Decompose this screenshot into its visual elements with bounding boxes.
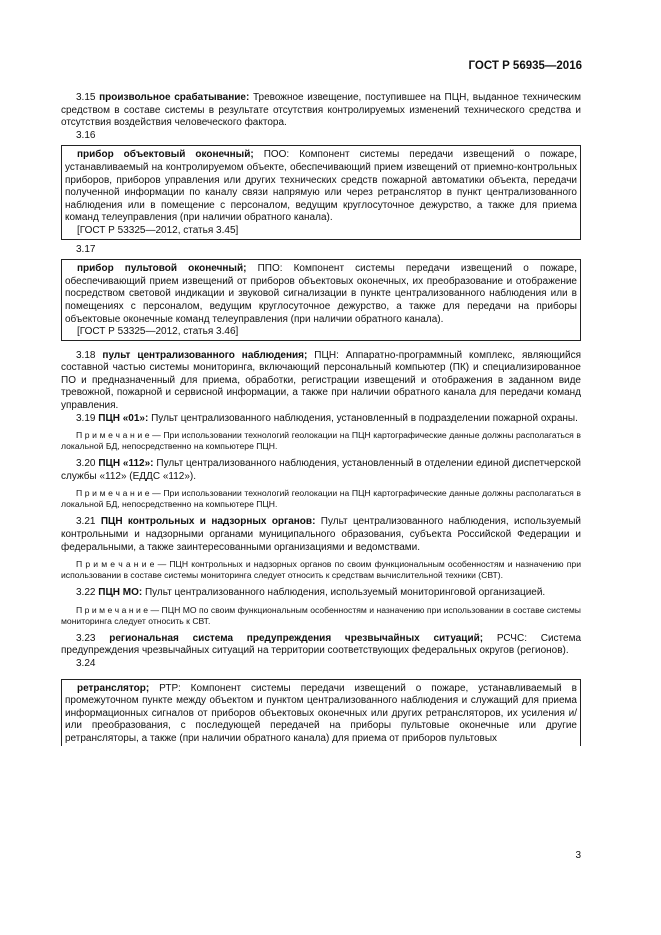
term-name: ПЦН контрольных и надзорных органов: bbox=[100, 516, 316, 528]
term-number-3-17: 3.17 bbox=[76, 243, 96, 255]
term-name: региональная система предупреждения чрезвычайных ситуаций; bbox=[109, 632, 484, 644]
term-definition: ПОО: Компонент системы передачи извещений о пожаре, устанавливаемый на контролируемом объекте, обеспечивающий прием извещений от приемно-контрольных приборов, приборов управления или других технических средств пожарной автоматики объекта, передачи полученной информации по каналу связи напрямую или через ретранслятор в пункт централизованного наблюдения или в помещение с персоналом, ведущим круглосуточное дежурство, а также для приема команд телеуправления (при наличии обратного канала). bbox=[65, 149, 577, 224]
document-header: ГОСТ Р 56935—2016 bbox=[468, 60, 582, 72]
term-box-3-16 bbox=[61, 145, 581, 239]
note-text: — При использовании технологий геолокации на ПЦН картографические данные должны располагаться в локальной БД, непосредственно на компьютере ПЦН. bbox=[61, 430, 581, 452]
term-number: 3.22 bbox=[76, 587, 96, 599]
term-number: 3.15 bbox=[76, 92, 96, 103]
note-label: П р и м е ч а н и е bbox=[76, 604, 149, 615]
note-text: — ПЦН МО по своим функциональным особенностям и назначению при использовании в составе системы мониторинга следует относить к СВТ. bbox=[61, 604, 581, 626]
term-name: произвольное срабатывание: bbox=[99, 92, 250, 103]
note-3-21 bbox=[61, 559, 581, 581]
term-3-23 bbox=[61, 633, 581, 658]
term-3-17 bbox=[65, 263, 577, 326]
term-name: ПЦН МО: bbox=[98, 587, 143, 599]
term-number-3-16: 3.16 bbox=[76, 129, 96, 141]
term-3-24 bbox=[65, 683, 577, 746]
term-name: ПЦН «112»: bbox=[98, 458, 154, 470]
term-name: ПЦН «01»: bbox=[98, 412, 149, 424]
note-label: П р и м е ч а н и е bbox=[76, 559, 155, 570]
term-number: 3.20 bbox=[76, 458, 96, 470]
page-number: 3 bbox=[575, 850, 581, 861]
term-definition: Пульт централизованного наблюдения, используемый контрольными и надзорными органами муниципального образования, субъекта Российской Федерации и федеральными, а также заинтересованными организациями и ведомствами. bbox=[61, 516, 582, 553]
term-3-15 bbox=[61, 92, 581, 130]
term-box-3-24 bbox=[61, 679, 581, 746]
term-name: ретранслятор; bbox=[77, 682, 150, 694]
term-name: пульт централизованного наблюдения; bbox=[102, 349, 308, 361]
term-3-16 bbox=[65, 149, 577, 225]
term-definition: ПЦН: Аппаратно-программный комплекс, являющийся составной частью системы мониторинга, включающий персональный компьютер (ПК) и специализированное ПО и предназначенный для приема, обработки, регистрации извещений и отображения в заданном виде тревожной, пожарной и сервисной информации, а также при наличии обратного канала для передачи команд управления. bbox=[61, 349, 582, 412]
note-3-19 bbox=[61, 430, 581, 452]
note-text: — ПЦН контрольных и надзорных органов по своим функциональным особенностям и назначению при использовании в составе системы мониторинга следует относить к средствам вычислительной техники (СВТ). bbox=[61, 559, 581, 581]
note-3-20 bbox=[61, 488, 581, 510]
term-3-18 bbox=[61, 350, 581, 413]
term-3-19 bbox=[61, 413, 581, 426]
term-3-21 bbox=[61, 516, 581, 554]
term-number-3-24: 3.24 bbox=[76, 658, 96, 669]
term-definition: РТР: Компонент системы передачи извещений о пожаре, устанавливаемый в промежуточном пункте между объектом и пунктом централизованного наблюдения и служащий для приема информационных сигналов от приборов объектовых оконечных или других ретрансляторов, их усиления и/или преобразования, с последующей передачей на приборы пультовые оконечные или другие ретрансляторы, а также (при наличии обратного канала) для приема от приборов пультовых bbox=[65, 682, 577, 744]
term-name: прибор объектовый оконечный; bbox=[77, 149, 254, 161]
term-definition: Пульт централизованного наблюдения, установленный в отделении единой диспетчерской службы «112» (ЕДДС «112»). bbox=[61, 458, 582, 482]
note-3-22 bbox=[61, 605, 581, 627]
term-definition: Пульт централизованного наблюдения, установленный в подразделении пожарной охраны. bbox=[148, 412, 578, 424]
term-definition: ППО: Компонент системы передачи извещений о пожаре, обеспечивающий прием извещений от приборов объектовых оконечных, их преобразование и отображение посредством световой индикации и звуковой сигнализации в пункте централизованного наблюдения или в помещениях с персоналом, ведущим круглосуточное дежурство, а также для передачи на приборы объектовые оконечные команд телеуправления (при наличии обратного канала). bbox=[65, 263, 577, 325]
note-label: П р и м е ч а н и е bbox=[76, 430, 150, 441]
term-3-20 bbox=[61, 458, 581, 483]
term-box-3-17 bbox=[61, 259, 581, 341]
term-name: прибор пультовой оконечный; bbox=[77, 263, 247, 275]
term-source: [ГОСТ Р 53325—2012, статья 3.46] bbox=[77, 326, 239, 338]
term-3-22 bbox=[61, 587, 581, 600]
term-number: 3.18 bbox=[76, 349, 96, 361]
term-definition: РСЧС: Система предупреждения чрезвычайных ситуаций на территории соответствующих федеральных округов (регионов). bbox=[61, 632, 582, 657]
term-definition: Тревожное извещение, поступившее на ПЦН, выданное техническим средством в составе системы в результате отсутствия контролируемых изменений технического средства и отсутствия воздействия человеческого фактора. bbox=[61, 92, 581, 129]
term-number: 3.23 bbox=[76, 632, 96, 644]
term-definition: Пульт централизованного наблюдения, используемый мониторинговой организацией. bbox=[142, 587, 546, 599]
term-number: 3.19 bbox=[76, 412, 96, 424]
term-number: 3.21 bbox=[76, 516, 96, 528]
term-source: [ГОСТ Р 53325—2012, статья 3.45] bbox=[77, 224, 239, 236]
note-text: — При использовании технологий геолокации на ПЦН картографические данные должны располагаться в локальной БД, непосредственно на компьютере ПЦН. bbox=[61, 488, 581, 510]
note-label: П р и м е ч а н и е bbox=[76, 488, 150, 499]
page-content bbox=[61, 92, 581, 746]
